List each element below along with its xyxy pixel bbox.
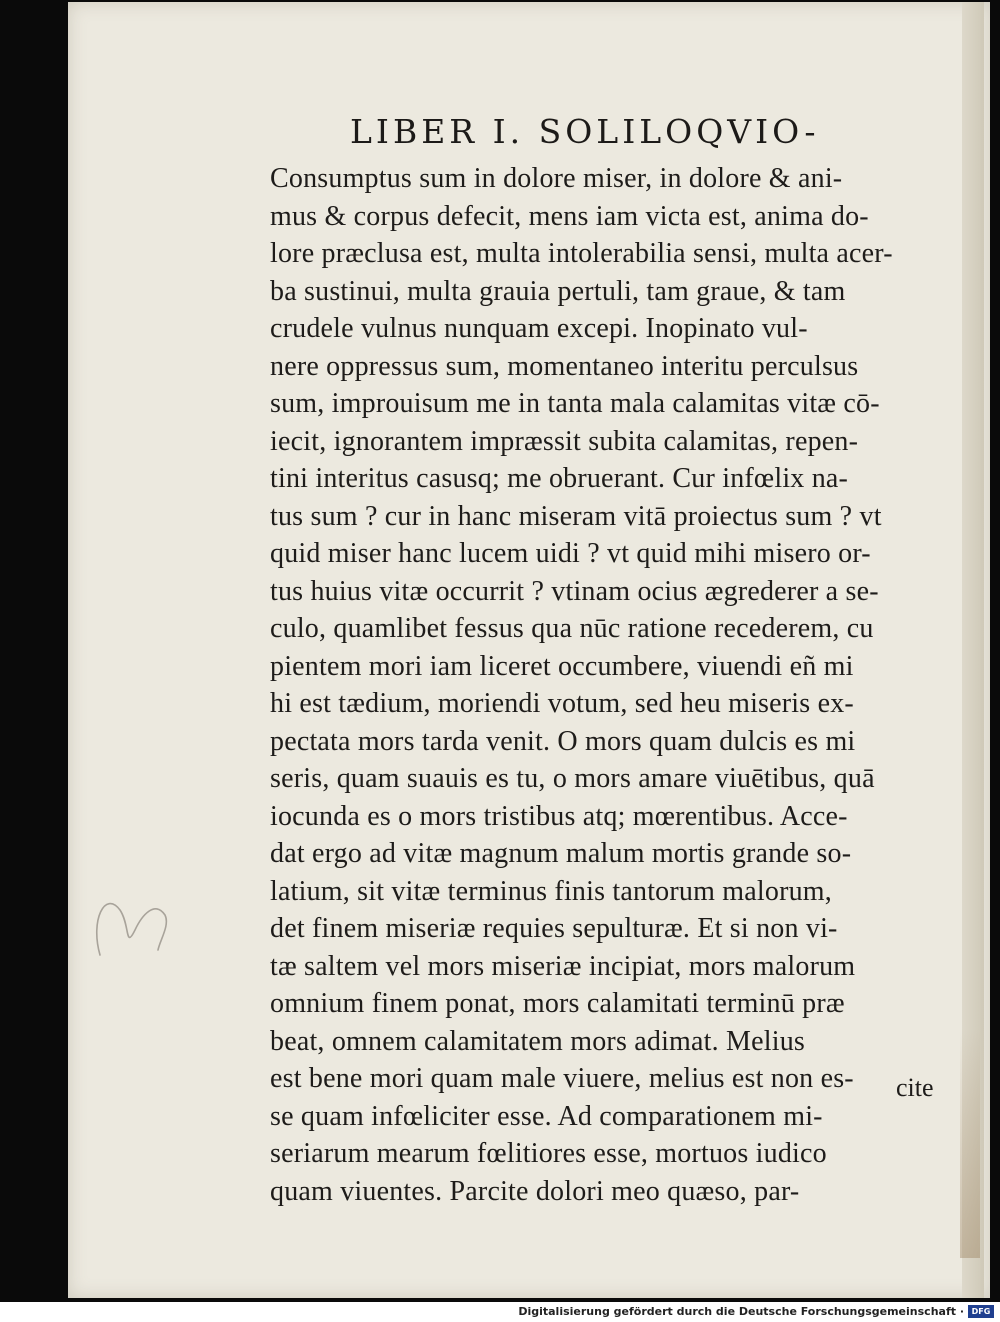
text-line: tus huius vitæ occurrit ? vtinam ocius ægrederer a se- [270, 575, 879, 607]
text-line: seriarum mearum fœlitiores esse, mortuos iudico [270, 1138, 827, 1169]
text-line: iecit, ignorantem impræssit subita calamitas, repen- [270, 425, 859, 457]
text-line: tus sum ? cur in hanc miseram vitā proiectus sum ? vt [270, 500, 882, 532]
text-block [270, 160, 960, 1210]
text-line: culo, quamlibet fessus qua nūc ratione recederem, cu [270, 613, 874, 644]
text-line: omnium finem ponat, mors calamitati terminū præ [270, 988, 845, 1019]
running-header: LIBER I. SOLILOQVIO- [350, 112, 820, 151]
text-line: lore præclusa est, multa intolerabilia sensi, multa acer- [270, 238, 893, 269]
text-line: pectata mors tarda venit. O mors quam dulcis es mi [270, 725, 856, 757]
text-line: det finem miseriæ requies sepulturæ. Et si non vi- [270, 913, 838, 944]
text-line: est bene mori quam male viuere, melius est non es- [270, 1063, 854, 1094]
text-line: hi est tædium, moriendi votum, sed heu miseris ex- [270, 688, 854, 719]
text-line: quid miser hanc lucem uidi ? vt quid mihi misero or- [270, 538, 871, 569]
text-line: nere oppressus sum, momentaneo interitu perculsus [270, 350, 859, 382]
text-line: beat, omnem calamitatem mors adimat. Melius [270, 1025, 806, 1057]
text-line: tini interitus casusq; me obruerant. Cur infœlix na- [270, 463, 849, 494]
pencil-annotation [80, 880, 180, 970]
text-line: iocunda es o mors tristibus atq; mœrentibus. Acce- [270, 800, 848, 832]
text-line: dat ergo ad vitæ magnum malum mortis grande so- [270, 838, 852, 869]
text-line: tæ saltem vel mors miseriæ incipiat, mors malorum [270, 950, 856, 982]
dfg-logo: DFG [968, 1305, 994, 1318]
catchword: cite [896, 1073, 934, 1102]
text-line: sum, improuisum me in tanta mala calamitas vitæ cō- [270, 388, 880, 419]
text-line: mus & corpus defecit, mens iam victa est, anima do- [270, 200, 869, 232]
page-stain [960, 1028, 980, 1258]
text-line: seris, quam suauis es tu, o mors amare viuētibus, quā [270, 763, 875, 794]
text-line: quam viuentes. Parcite dolori meo quæso, par- [270, 1175, 800, 1207]
text-line: Consumptus sum in dolore miser, in dolore & ani- [270, 163, 843, 194]
text-line: se quam infœliciter esse. Ad comparationem mi- [270, 1100, 823, 1132]
text-line: ba sustinui, multa grauia pertuli, tam graue, & tam [270, 275, 846, 307]
footer-bar [0, 1302, 1000, 1322]
text-line: crudele vulnus nunquam excepi. Inopinato vul- [270, 313, 808, 344]
text-line: pientem mori iam liceret occumbere, viuendi eñ mi [270, 650, 854, 682]
funding-credit: Digitalisierung gefördert durch die Deutsche Forschungsgemeinschaft · [518, 1305, 964, 1318]
text-line: latium, sit vitæ terminus finis tantorum malorum, [270, 875, 832, 907]
